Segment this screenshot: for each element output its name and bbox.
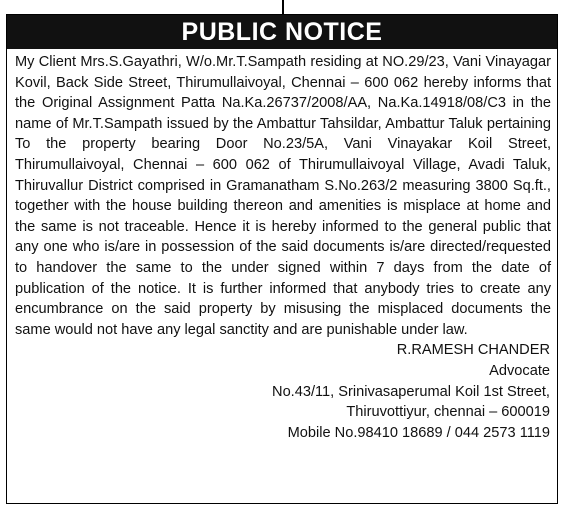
advocate-designation: Advocate	[489, 362, 550, 379]
public-notice-box	[6, 14, 558, 504]
notice-body: My Client Mrs.S.Gayathri, W/o.Mr.T.Sampath residing at NO.29/23, Vani Vinayagar Kovil, Back Side Street, Thirumullaivoyal, Chennai – 600 062 hereby informs that the Original Assignment Patta Na.Ka.26737/2008/AA, Na.Ka.14918/08/C3 in the name of Mr.T.Sampath issued by the Ambattur Tahsildar, Ambattur Taluk pertaining To the property bearing Door No.23/5A, Vani Vinayakar Koil Street, Thirumullaivoyal, Chennai – 600 062 of Thirumullaivoyal Village, Avadi Taluk, Thiruvallur District comprised in Gramanatham S.No.263/2 measuring 3800 Sq.ft., together with the house building thereon and amenities is misplace at home and the same is not traceable. Hence it is hereby informed to the general public that any one who is/are in possession of the said documents is/are directed/requested to handover the same to the under signed within 7 days from the date of publication of the notice. It is further informed that anybody tries to create any encumbrance on the said property by misusing the misplaced documents the same would not have any legal sanctity and are punishable under law.	[15, 54, 551, 338]
address-line-2: Thiruvottiyur, chennai – 600019	[346, 404, 550, 421]
signature-block	[7, 340, 557, 443]
top-divider-tick	[282, 0, 284, 14]
mobile-number: Mobile No.98410 18689 / 044 2573 1119	[287, 424, 550, 441]
advocate-name: R.RAMESH CHANDER	[396, 342, 550, 359]
notice-title: PUBLIC NOTICE	[7, 15, 557, 49]
address-line-1: No.43/11, Srinivasaperumal Koil 1st Street,	[272, 383, 550, 400]
